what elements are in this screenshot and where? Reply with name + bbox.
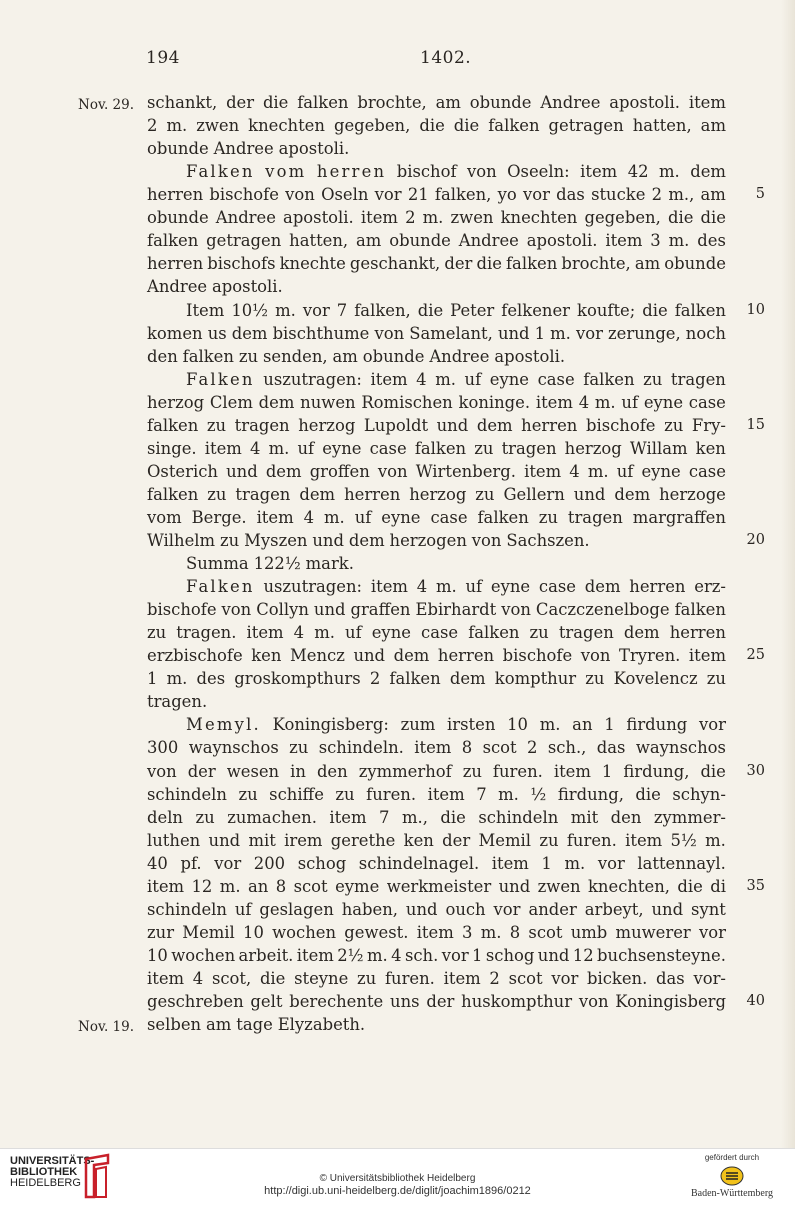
sponsor-label: gefördert durch [704,1153,760,1162]
text-line: Summa 122½ mark. [186,554,354,573]
text-line: komen us dem bischthume von Samelant, und 1 m. vor zerunge, noch [147,323,726,343]
text-line: item 12 m. an 8 scot eyme werkmeister und zwen knechten, die di [147,876,726,896]
text-line: geschreben gelt berechente uns der huskompthur von Koningisberg [147,992,726,1011]
text-line: 1 m. des groskompthurs 2 falken dem kompthur zu Kovelencz zu [147,669,726,689]
copyright-notice: © Universitätsbibliothek Heidelberg [319,1173,476,1184]
text-line: falken getragen hatten, am obunde Andree apostoli. item 3 m. des [147,231,726,251]
text-line: Memyl. Koningisberg: zum irsten 10 m. an 1 firdung vor [186,715,726,735]
margin-note-date: Nov. 19. [78,1019,135,1035]
line-number: 35 [746,877,765,894]
text-line: vom Berge. item 4 m. uf eyne case falken zu tragen margraffen [147,507,726,527]
library-logo-line: HEIDELBERG [10,1177,81,1189]
text-line: 2 m. zwen knechten gegeben, die die falken getragen hatten, am [147,116,726,135]
text-line: zur Memil 10 wochen gewest. item 3 m. 8 scot umb muwerer vor [147,922,726,942]
text-line: schindeln zu schiffe zu furen. item 7 m. ½ firdung, die schyn- [147,784,726,804]
text-line: obunde Andree apostoli. [147,139,350,159]
sponsor-block [687,1153,777,1199]
page-number: 194 [146,48,180,68]
text-line: item 4 scot, die steyne zu furen. item 2 scot vor bicken. das vor- [147,968,726,988]
text-line: selben am tage Elyzabeth. [147,1015,366,1034]
text-line: deln zu zumachen. item 7 m., die schindeln mit den zymmer- [147,807,726,827]
line-number: 30 [746,762,765,779]
digitization-footer [0,1148,795,1206]
text-line: 300 waynschos zu schindeln. item 8 scot 2 sch., das waynschos [147,738,726,758]
permalink-url[interactable]: http://digi.ub.uni-heidelberg.de/diglit/joachim1896/0212 [264,1185,531,1197]
text-line: von der wesen in den zymmerhof zu furen. item 1 firdung, die [147,761,726,781]
text-line: tragen. [147,692,208,712]
text-line: schankt, der die falken brochte, am obunde Andree apostoli. item [147,93,726,112]
text-line: schindeln uf geslagen haben, und ouch vor ander arbeyt, und synt [147,899,726,919]
text-line: herzog Clem dem nuwen Romischen koninge. item 4 m. uf eyne case [147,392,726,412]
text-line: luthen und mit irem gerethe ken der Memil zu furen. item 5½ m. [147,830,726,850]
library-logo-line: UNIVERSITÄTS- [10,1155,95,1167]
text-line: 40 pf. vor 200 schog schindelnagel. item 1 m. vor lattennayl. [147,853,726,873]
text-line: herren bischofe von Oseln vor 21 falken, yo vor das stucke 2 m., am [147,185,726,205]
line-number: 15 [746,416,765,433]
text-line: Item 10½ m. vor 7 falken, die Peter felkener koufte; die falken [186,300,726,320]
text-line: falken zu tragen herzog Lupoldt und dem herren bischofe zu Fry- [147,415,726,435]
text-line: zu tragen. item 4 m. uf eyne case falken zu tragen dem herren [147,623,726,643]
text-line: bischofe von Collyn und graffen Ebirhardt von Caczczenelboge falken [147,600,726,620]
text-line: Falken uszutragen: item 4 m. uf eyne case falken zu tragen [186,369,726,389]
text-line: singe. item 4 m. uf eyne case falken zu tragen herzog Willam ken [147,438,726,458]
text-line: Osterich und dem groffen von Wirtenberg. item 4 m. uf eyne case [147,461,726,481]
text-line: Andree apostoli. [147,277,283,297]
page-edge-shadow [781,0,795,1148]
text-line: den falken zu senden, am obunde Andree apostoli. [147,346,566,366]
text-line: herren bischofs knechte geschankt, der die falken brochte, am obunde [147,254,726,274]
text-line: Falken uszutragen: item 4 m. uf eyne case dem herren erz- [186,577,726,596]
library-logo-line: BIBLIOTHEK [10,1166,78,1178]
sponsor-name: Baden-Württemberg [690,1188,773,1199]
text-line: 10 wochen arbeit. item 2½ m. 4 sch. vor 1 schog und 12 buchsensteyne. [147,945,726,965]
text-line: erzbischofe ken Mencz und dem herren bischofe von Tryren. item [147,646,726,666]
text-line: Wilhelm zu Myszen und dem herzogen von Sachszen. [147,531,590,550]
text-line: Falken vom herren bischof von Oseeln: item 42 m. dem [186,162,726,182]
line-number: 20 [746,532,765,548]
line-number: 25 [746,647,765,664]
state-coat-of-arms-icon [719,1166,745,1186]
margin-note-date: Nov. 29. [78,97,135,113]
line-number: 40 [746,993,765,1009]
text-line: falken zu tragen dem herren herzog zu Gellern und dem herzoge [147,484,726,504]
line-number: 5 [755,186,765,203]
page-year-header: 1402. [420,48,472,68]
line-number: 10 [746,301,765,318]
text-line: obunde Andree apostoli. item 2 m. zwen knechten gegeben, die die [147,208,726,228]
